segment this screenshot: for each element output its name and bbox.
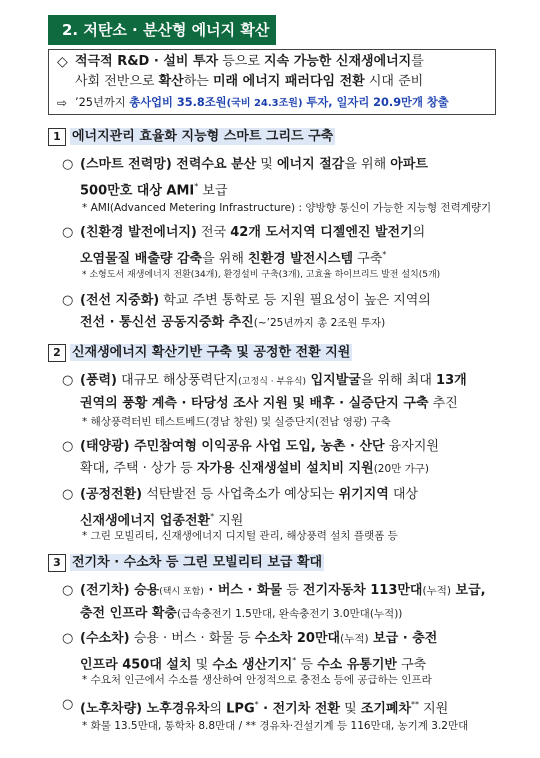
item-text: 대상 bbox=[388, 487, 419, 502]
section-number: 1 bbox=[48, 128, 66, 146]
item-text: 및 bbox=[339, 701, 361, 717]
item-text: LPG bbox=[226, 701, 255, 717]
item-text: (누적) bbox=[422, 585, 451, 597]
item-text: 전기자동차 113만대 bbox=[302, 583, 423, 598]
item-text: (태양광) 주민참여형 이익공유 사업 도입, 농촌 · 산단 bbox=[80, 439, 385, 454]
item-text: 친환경 발전시스템 bbox=[248, 251, 354, 267]
item-text: 13개 bbox=[436, 373, 467, 388]
item-text: (풍력) bbox=[80, 373, 117, 388]
section-number: 2 bbox=[48, 344, 66, 362]
arrow-right-icon: ⇨ bbox=[57, 96, 68, 110]
summary-bold-spread: 확산 bbox=[158, 74, 184, 89]
item-text: (스마트 전력망) 전력수요 분산 bbox=[80, 157, 257, 172]
summary-text-span: 하는 bbox=[183, 74, 213, 89]
item-text: 구축 bbox=[353, 251, 383, 267]
bullet-icon: ○ bbox=[62, 631, 74, 646]
item-text: 위기지역 bbox=[338, 487, 389, 502]
item-text: 을 위해 bbox=[344, 157, 391, 172]
item-text: (택시 포함) bbox=[159, 587, 204, 597]
bullet-icon: ○ bbox=[62, 583, 74, 598]
outcome-budget: 총사업비 35.8조원 bbox=[129, 96, 227, 109]
item-text: 신재생에너지 업종전환 bbox=[80, 513, 211, 529]
item-text: 수소차 20만대 bbox=[254, 631, 341, 646]
item-text: (20만 가구) bbox=[373, 463, 430, 475]
section-header-3 bbox=[48, 552, 496, 574]
item-text: 확대, 주택 · 상가 등 bbox=[80, 461, 197, 476]
item-text: 지원 bbox=[419, 701, 449, 717]
summary-bold-rnd: 적극적 R&D · 설비 투자 bbox=[75, 54, 219, 69]
item-text: 아파트 bbox=[390, 157, 428, 172]
note-hydrogen-base: * 수요처 인근에서 수소를 생산하여 안정적으로 충전소 등에 공급하는 인프라 bbox=[82, 674, 432, 686]
item-text: 승용 · 버스 · 화물 등 bbox=[129, 631, 255, 646]
item-text: (전기차) 승용 bbox=[80, 583, 160, 598]
item-text: 보급, bbox=[450, 583, 486, 598]
item-text: (노후차량) 노후경유차 bbox=[80, 701, 210, 717]
bullet-icon: ○ bbox=[62, 697, 74, 712]
note-wind-testbed: * 해상풍력터빈 테스트베드(경남 창원) 및 실증단지(전남 영광) 구축 bbox=[82, 416, 391, 428]
item-text: 대규모 해상풍력단지 bbox=[117, 373, 239, 388]
bullet-icon: ○ bbox=[62, 225, 74, 240]
diamond-icon: ◇ bbox=[57, 54, 68, 70]
item-text: 자가용 신재생설비 설치비 지원 bbox=[196, 461, 374, 476]
item-text: (급속충전기 1.5만대, 완속충전기 3.0만대(누적)) bbox=[176, 608, 403, 620]
summary-bold-sustainable: 지속 가능한 신재생에너지 bbox=[264, 54, 412, 69]
section-header-title: 전기차 · 수소차 등 그린 모빌리티 보급 확대 bbox=[72, 555, 323, 570]
item-text: 및 bbox=[256, 157, 277, 172]
item-text: 인프라 450대 설치 bbox=[80, 657, 192, 673]
item-text: 추진 bbox=[428, 396, 458, 411]
item-text: 충전 인프라 확충 bbox=[80, 606, 177, 621]
section-title: 2. 저탄소 · 분산형 에너지 확산 bbox=[48, 15, 276, 45]
item-text: (~’25년까지 총 2조원 투자) bbox=[253, 317, 386, 329]
footnote-marker: * bbox=[210, 512, 215, 521]
item-text: 보급 · 충전 bbox=[368, 631, 438, 646]
item-solar bbox=[80, 436, 494, 480]
section-number: 3 bbox=[48, 554, 66, 572]
item-text: 수소 유통기반 bbox=[317, 657, 397, 673]
item-text: (친환경 발전에너지) bbox=[80, 225, 197, 240]
item-eco-power bbox=[80, 222, 494, 270]
item-text: 조기폐차 bbox=[360, 701, 411, 717]
bullet-icon: ○ bbox=[62, 157, 74, 172]
footnote-marker: * bbox=[194, 182, 199, 191]
item-text: 구축 bbox=[396, 657, 427, 673]
footnote-marker: * bbox=[292, 656, 297, 665]
summary-text-span: 사회 전반으로 bbox=[75, 74, 159, 89]
outcome-budget-sub: (국비 24.3조원) bbox=[226, 98, 303, 109]
summary-bold-paradigm: 미래 에너지 패러다임 전환 bbox=[213, 74, 365, 89]
item-just-transition bbox=[80, 484, 494, 532]
item-text: 입지발굴 bbox=[306, 373, 361, 388]
item-undergrounding bbox=[80, 290, 494, 334]
outcome-prefix: ’25년까지 bbox=[75, 96, 130, 109]
item-ev bbox=[80, 580, 494, 625]
item-text: 42개 도서지역 디젤엔진 발전기 bbox=[230, 225, 413, 240]
item-text: 에너지 절감 bbox=[277, 157, 345, 172]
item-text: 을 위해 bbox=[202, 251, 249, 267]
item-text: 오염물질 배출량 감축 bbox=[80, 251, 203, 267]
item-text: (수소차) bbox=[80, 631, 130, 646]
summary-text-span: 를 bbox=[411, 54, 424, 69]
section-header-title: 신재생에너지 확산기반 구축 및 공정한 전환 지원 bbox=[72, 345, 351, 360]
item-text: 학교 주변 통학로 등 지원 필요성이 높은 지역의 bbox=[159, 293, 431, 308]
item-text: 수소 생산기지 bbox=[212, 657, 293, 673]
item-text: 융자지원 bbox=[384, 439, 439, 454]
item-wind bbox=[80, 370, 494, 415]
note-ami: * AMI(Advanced Metering Infrastructure) : 양방향 통신이 가능한 지능형 전력계량기 bbox=[82, 202, 492, 214]
note-conversion: * 그린 모빌리티, 신재생에너지 디지털 관리, 해상풍력 설치 플랫폼 등 bbox=[82, 530, 398, 542]
item-text: 및 bbox=[191, 657, 213, 673]
section-header-1 bbox=[48, 126, 496, 148]
item-text: 권역의 풍황 계측 · 타당성 조사 지원 및 배후 · 실증단지 구축 bbox=[80, 396, 429, 411]
summary-text-span: 시대 준비 bbox=[364, 74, 424, 89]
item-text: (전선 지중화) bbox=[80, 293, 160, 308]
note-old-vehicles: * 화물 13.5만대, 통학차 8.8만대 / ** 경유차·건설기계 등 116만대, 농기계 3.2만대 bbox=[82, 720, 469, 732]
item-text: 전선 · 통신선 공동지중화 추진 bbox=[80, 315, 254, 330]
section-header-2 bbox=[48, 342, 496, 364]
item-text: 전국 bbox=[196, 225, 231, 240]
summary-box bbox=[48, 49, 496, 115]
item-text: (공정전환) bbox=[80, 487, 143, 502]
bullet-icon: ○ bbox=[62, 373, 74, 388]
outcome-jobs: 투자, 일자리 20.9만개 창출 bbox=[302, 96, 449, 109]
item-text: 보급 bbox=[198, 183, 228, 199]
item-text: (누적) bbox=[340, 633, 369, 645]
item-text: · 버스 · 화물 bbox=[203, 583, 283, 598]
item-text: (고정식 · 부유식) bbox=[238, 377, 307, 387]
item-text: 의 bbox=[412, 225, 426, 240]
item-text: 의 bbox=[209, 701, 227, 717]
footnote-marker: * bbox=[382, 250, 387, 259]
item-old-vehicles bbox=[80, 694, 494, 720]
footnote-marker: ** bbox=[411, 700, 419, 709]
item-smart-grid bbox=[80, 154, 494, 202]
item-text: 지원 bbox=[214, 513, 244, 529]
bullet-icon: ○ bbox=[62, 439, 74, 454]
note-islands bbox=[82, 266, 494, 283]
summary-text bbox=[75, 52, 489, 92]
bullet-icon: ○ bbox=[62, 293, 74, 308]
item-text: 을 위해 최대 bbox=[360, 373, 437, 388]
item-text: 등 bbox=[296, 657, 318, 673]
item-hydrogen bbox=[80, 628, 494, 676]
item-text: 석탄발전 등 사업축소가 예상되는 bbox=[142, 487, 339, 502]
item-text: · 전기차 전환 bbox=[258, 701, 340, 717]
bullet-icon: ○ bbox=[62, 487, 74, 502]
section-header-title: 에너지관리 효율화 지능형 스마트 그리드 구축 bbox=[72, 129, 334, 144]
summary-text-span: 등으로 bbox=[218, 54, 265, 69]
note-text: * 소형도서 재생에너지 전환(34개), 환경설비 구축(3개), 고효율 하이브리드 발전 설치(5개) bbox=[82, 270, 441, 280]
item-text: 등 bbox=[282, 583, 303, 598]
summary-outcome bbox=[75, 93, 491, 114]
footnote-marker: * bbox=[254, 700, 259, 709]
item-text: 500만호 대상 AMI bbox=[80, 183, 195, 199]
